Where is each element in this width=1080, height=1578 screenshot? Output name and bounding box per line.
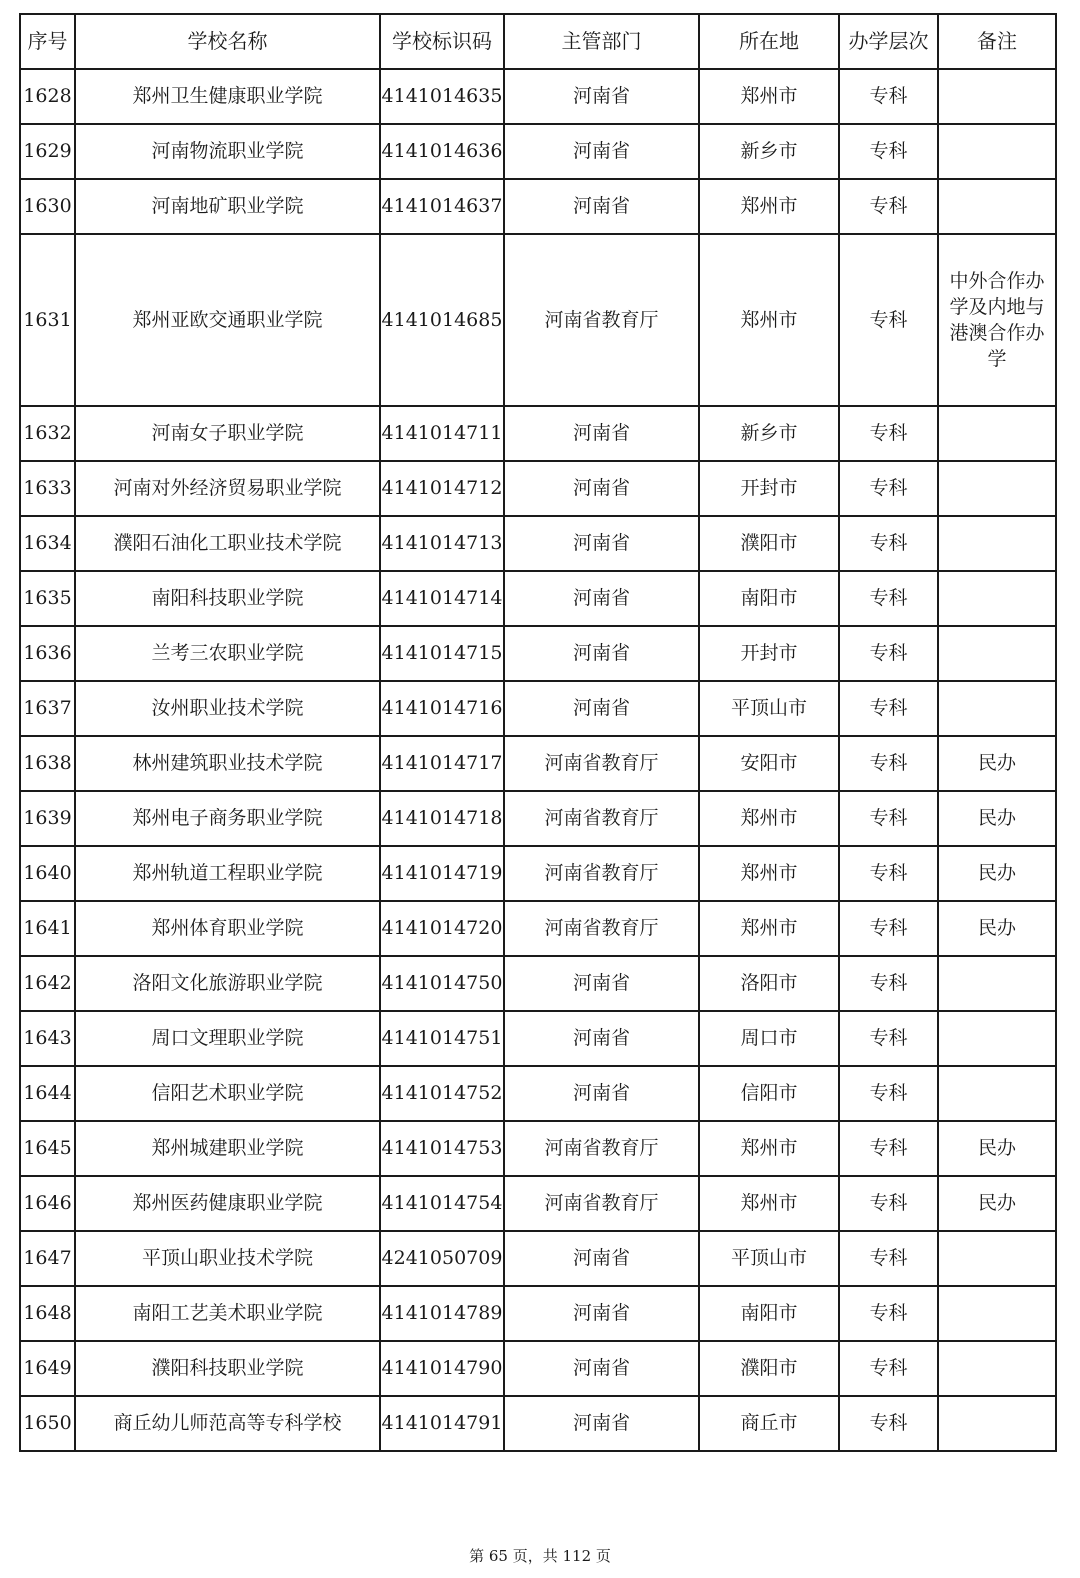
table-row <box>20 1011 1056 1066</box>
cell-level: 专科 <box>839 956 938 1011</box>
cell-school-name: 南阳工艺美术职业学院 <box>75 1286 380 1341</box>
cell-school-code: 4141014714 <box>380 571 504 626</box>
cell-level: 专科 <box>839 626 938 681</box>
cell-authority: 河南省教育厅 <box>504 736 699 791</box>
cell-authority: 河南省 <box>504 1341 699 1396</box>
cell-school-code: 4141014635 <box>380 69 504 124</box>
cell-index: 1641 <box>20 901 75 956</box>
cell-remarks: 民办 <box>938 791 1056 846</box>
cell-index: 1630 <box>20 179 75 234</box>
cell-index: 1629 <box>20 124 75 179</box>
cell-remarks <box>938 406 1056 461</box>
cell-index: 1633 <box>20 461 75 516</box>
cell-school-code: 4141014751 <box>380 1011 504 1066</box>
cell-school-code: 4141014636 <box>380 124 504 179</box>
cell-school-name: 河南对外经济贸易职业学院 <box>75 461 380 516</box>
cell-school-name: 河南女子职业学院 <box>75 406 380 461</box>
cell-school-name: 汝州职业技术学院 <box>75 681 380 736</box>
cell-school-code: 4241050709 <box>380 1231 504 1286</box>
cell-school-name: 周口文理职业学院 <box>75 1011 380 1066</box>
cell-level: 专科 <box>839 1231 938 1286</box>
cell-location: 濮阳市 <box>699 516 839 571</box>
cell-index: 1643 <box>20 1011 75 1066</box>
cell-index: 1645 <box>20 1121 75 1176</box>
cell-location: 郑州市 <box>699 1121 839 1176</box>
cell-remarks <box>938 1231 1056 1286</box>
cell-authority: 河南省教育厅 <box>504 791 699 846</box>
table-row <box>20 1121 1056 1176</box>
table-row <box>20 846 1056 901</box>
cell-index: 1647 <box>20 1231 75 1286</box>
cell-school-code: 4141014750 <box>380 956 504 1011</box>
table-row <box>20 736 1056 791</box>
school-list-table <box>19 13 1057 1452</box>
cell-index: 1646 <box>20 1176 75 1231</box>
cell-school-code: 4141014712 <box>380 461 504 516</box>
cell-school-name: 郑州轨道工程职业学院 <box>75 846 380 901</box>
cell-level: 专科 <box>839 1286 938 1341</box>
cell-location: 安阳市 <box>699 736 839 791</box>
cell-authority: 河南省 <box>504 1286 699 1341</box>
cell-school-code: 4141014711 <box>380 406 504 461</box>
cell-authority: 河南省 <box>504 69 699 124</box>
cell-level: 专科 <box>839 1066 938 1121</box>
cell-school-code: 4141014754 <box>380 1176 504 1231</box>
header-index: 序号 <box>20 14 75 69</box>
table-row <box>20 1286 1056 1341</box>
cell-school-code: 4141014720 <box>380 901 504 956</box>
cell-school-name: 濮阳石油化工职业技术学院 <box>75 516 380 571</box>
cell-level: 专科 <box>839 791 938 846</box>
cell-authority: 河南省 <box>504 1011 699 1066</box>
cell-school-name: 郑州城建职业学院 <box>75 1121 380 1176</box>
cell-authority: 河南省 <box>504 179 699 234</box>
cell-school-name: 兰考三农职业学院 <box>75 626 380 681</box>
header-authority: 主管部门 <box>504 14 699 69</box>
cell-school-name: 河南地矿职业学院 <box>75 179 380 234</box>
cell-location: 郑州市 <box>699 901 839 956</box>
cell-authority: 河南省教育厅 <box>504 846 699 901</box>
cell-remarks <box>938 1066 1056 1121</box>
header-school-name: 学校名称 <box>75 14 380 69</box>
cell-index: 1650 <box>20 1396 75 1451</box>
table-row <box>20 1231 1056 1286</box>
table-row <box>20 1066 1056 1121</box>
table-row <box>20 69 1056 124</box>
cell-school-name: 南阳科技职业学院 <box>75 571 380 626</box>
table-row <box>20 1341 1056 1396</box>
cell-school-code: 4141014717 <box>380 736 504 791</box>
cell-location: 郑州市 <box>699 69 839 124</box>
cell-authority: 河南省 <box>504 681 699 736</box>
table-row <box>20 571 1056 626</box>
cell-location: 洛阳市 <box>699 956 839 1011</box>
cell-index: 1634 <box>20 516 75 571</box>
cell-location: 开封市 <box>699 626 839 681</box>
cell-school-code: 4141014716 <box>380 681 504 736</box>
cell-remarks <box>938 69 1056 124</box>
cell-location: 南阳市 <box>699 571 839 626</box>
cell-remarks: 民办 <box>938 901 1056 956</box>
cell-level: 专科 <box>839 516 938 571</box>
cell-level: 专科 <box>839 69 938 124</box>
cell-level: 专科 <box>839 571 938 626</box>
cell-authority: 河南省 <box>504 626 699 681</box>
cell-level: 专科 <box>839 1121 938 1176</box>
header-location: 所在地 <box>699 14 839 69</box>
cell-level: 专科 <box>839 1341 938 1396</box>
cell-remarks: 民办 <box>938 1121 1056 1176</box>
cell-school-code: 4141014685 <box>380 234 504 406</box>
cell-authority: 河南省 <box>504 516 699 571</box>
header-remarks: 备注 <box>938 14 1056 69</box>
cell-remarks: 民办 <box>938 846 1056 901</box>
cell-authority: 河南省教育厅 <box>504 1176 699 1231</box>
cell-school-name: 濮阳科技职业学院 <box>75 1341 380 1396</box>
cell-index: 1628 <box>20 69 75 124</box>
table-row <box>20 461 1056 516</box>
cell-remarks <box>938 179 1056 234</box>
page-footer: 第 65 页，共 112 页 <box>469 1547 611 1565</box>
cell-school-name: 郑州亚欧交通职业学院 <box>75 234 380 406</box>
cell-level: 专科 <box>839 179 938 234</box>
cell-index: 1644 <box>20 1066 75 1121</box>
cell-location: 濮阳市 <box>699 1341 839 1396</box>
cell-location: 平顶山市 <box>699 681 839 736</box>
cell-level: 专科 <box>839 234 938 406</box>
cell-remarks <box>938 1341 1056 1396</box>
cell-school-name: 郑州卫生健康职业学院 <box>75 69 380 124</box>
cell-authority: 河南省教育厅 <box>504 1121 699 1176</box>
cell-level: 专科 <box>839 901 938 956</box>
cell-school-name: 郑州体育职业学院 <box>75 901 380 956</box>
cell-remarks <box>938 956 1056 1011</box>
cell-remarks <box>938 626 1056 681</box>
cell-remarks <box>938 681 1056 736</box>
cell-remarks <box>938 516 1056 571</box>
cell-school-code: 4141014719 <box>380 846 504 901</box>
cell-authority: 河南省 <box>504 1066 699 1121</box>
cell-authority: 河南省教育厅 <box>504 901 699 956</box>
table-row <box>20 791 1056 846</box>
cell-school-code: 4141014718 <box>380 791 504 846</box>
table-row <box>20 681 1056 736</box>
cell-school-name: 林州建筑职业技术学院 <box>75 736 380 791</box>
cell-level: 专科 <box>839 1011 938 1066</box>
cell-index: 1640 <box>20 846 75 901</box>
table-row <box>20 956 1056 1011</box>
cell-remarks <box>938 1011 1056 1066</box>
cell-location: 郑州市 <box>699 1176 839 1231</box>
cell-index: 1637 <box>20 681 75 736</box>
cell-index: 1638 <box>20 736 75 791</box>
table-header-row <box>20 14 1056 69</box>
cell-index: 1631 <box>20 234 75 406</box>
cell-school-name: 郑州医药健康职业学院 <box>75 1176 380 1231</box>
table-row <box>20 124 1056 179</box>
cell-authority: 河南省 <box>504 956 699 1011</box>
cell-school-name: 河南物流职业学院 <box>75 124 380 179</box>
cell-location: 郑州市 <box>699 846 839 901</box>
cell-location: 郑州市 <box>699 179 839 234</box>
cell-remarks <box>938 1286 1056 1341</box>
cell-school-code: 4141014753 <box>380 1121 504 1176</box>
cell-school-name: 平顶山职业技术学院 <box>75 1231 380 1286</box>
cell-location: 信阳市 <box>699 1066 839 1121</box>
cell-index: 1642 <box>20 956 75 1011</box>
cell-location: 平顶山市 <box>699 1231 839 1286</box>
cell-authority: 河南省 <box>504 461 699 516</box>
cell-location: 开封市 <box>699 461 839 516</box>
cell-level: 专科 <box>839 461 938 516</box>
table-row <box>20 1176 1056 1231</box>
cell-school-name: 郑州电子商务职业学院 <box>75 791 380 846</box>
cell-authority: 河南省 <box>504 406 699 461</box>
cell-authority: 河南省 <box>504 124 699 179</box>
cell-index: 1635 <box>20 571 75 626</box>
cell-school-name: 信阳艺术职业学院 <box>75 1066 380 1121</box>
cell-index: 1636 <box>20 626 75 681</box>
cell-school-code: 4141014637 <box>380 179 504 234</box>
cell-location: 新乡市 <box>699 406 839 461</box>
cell-level: 专科 <box>839 846 938 901</box>
cell-school-code: 4141014791 <box>380 1396 504 1451</box>
cell-remarks <box>938 571 1056 626</box>
table-row <box>20 406 1056 461</box>
cell-level: 专科 <box>839 1176 938 1231</box>
cell-school-code: 4141014789 <box>380 1286 504 1341</box>
table-row <box>20 516 1056 571</box>
cell-school-code: 4141014752 <box>380 1066 504 1121</box>
cell-location: 新乡市 <box>699 124 839 179</box>
cell-school-name: 洛阳文化旅游职业学院 <box>75 956 380 1011</box>
table-row <box>20 626 1056 681</box>
table-row <box>20 234 1056 406</box>
cell-index: 1632 <box>20 406 75 461</box>
cell-level: 专科 <box>839 681 938 736</box>
cell-remarks <box>938 124 1056 179</box>
cell-level: 专科 <box>839 1396 938 1451</box>
cell-school-code: 4141014715 <box>380 626 504 681</box>
cell-authority: 河南省 <box>504 1231 699 1286</box>
cell-level: 专科 <box>839 406 938 461</box>
cell-level: 专科 <box>839 736 938 791</box>
table-row <box>20 179 1056 234</box>
cell-index: 1648 <box>20 1286 75 1341</box>
cell-authority: 河南省 <box>504 571 699 626</box>
cell-location: 南阳市 <box>699 1286 839 1341</box>
cell-remarks <box>938 461 1056 516</box>
cell-remarks: 民办 <box>938 1176 1056 1231</box>
cell-location: 周口市 <box>699 1011 839 1066</box>
cell-location: 商丘市 <box>699 1396 839 1451</box>
cell-remarks: 民办 <box>938 736 1056 791</box>
table-row <box>20 1396 1056 1451</box>
cell-school-name: 商丘幼儿师范高等专科学校 <box>75 1396 380 1451</box>
table-row <box>20 901 1056 956</box>
cell-location: 郑州市 <box>699 791 839 846</box>
cell-index: 1639 <box>20 791 75 846</box>
cell-remarks <box>938 1396 1056 1451</box>
cell-index: 1649 <box>20 1341 75 1396</box>
cell-remarks: 中外合作办学及内地与港澳合作办学 <box>938 234 1056 406</box>
cell-location: 郑州市 <box>699 234 839 406</box>
cell-school-code: 4141014713 <box>380 516 504 571</box>
header-level: 办学层次 <box>839 14 938 69</box>
cell-level: 专科 <box>839 124 938 179</box>
cell-school-code: 4141014790 <box>380 1341 504 1396</box>
cell-authority: 河南省教育厅 <box>504 234 699 406</box>
cell-authority: 河南省 <box>504 1396 699 1451</box>
header-school-code: 学校标识码 <box>380 14 504 69</box>
